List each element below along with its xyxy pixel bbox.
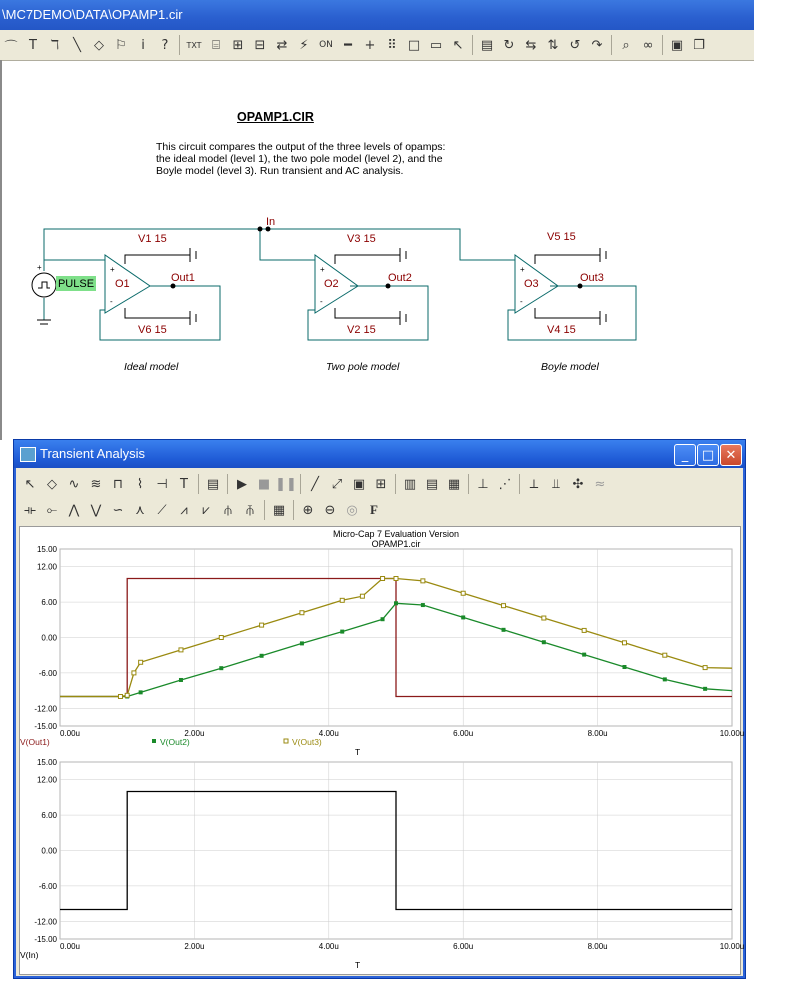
opamp-2-label: O2 [324, 278, 339, 290]
cursor-left-icon[interactable]: ⟂ [529, 476, 539, 492]
properties-icon[interactable]: ▤ [206, 476, 220, 492]
fine-grid-icon[interactable]: ▦ [447, 476, 461, 492]
x-tick-label: 0.00u [59, 942, 81, 951]
data-point-marker [502, 628, 506, 632]
data-point-marker [381, 577, 385, 581]
text-mode-icon[interactable]: TXT [186, 40, 202, 50]
svg-text:+: + [320, 265, 325, 274]
minimize-button[interactable]: _ [674, 444, 696, 466]
toolbar-separator [611, 35, 612, 55]
chart-title: Micro-Cap 7 Evaluation Version [332, 529, 460, 539]
step-back-icon[interactable]: ↺ [569, 37, 581, 53]
y-tick-label: 12.00 [36, 775, 57, 785]
plus-icon[interactable]: + [364, 37, 376, 53]
x-tick-label: 10.00u [719, 942, 745, 951]
cursor-mode-icon[interactable]: ✣ [572, 476, 584, 492]
data-point-marker [703, 666, 707, 670]
pulse-source-label[interactable]: PULSE [57, 277, 95, 290]
y-tick-label: -6.00 [38, 668, 57, 678]
run-icon[interactable]: ▶ [237, 476, 247, 492]
on-off-icon[interactable]: ON [319, 40, 333, 50]
frame-icon[interactable]: ▣ [352, 476, 366, 492]
legend-marker [152, 739, 156, 743]
horizontal-tag-icon[interactable]: ⊣ [156, 476, 168, 492]
x-tick-label: 6.00u [453, 942, 474, 951]
select-cursor-icon[interactable]: ↖ [24, 476, 36, 492]
svg-text:+: + [520, 265, 525, 274]
auto-scale-icon[interactable]: ⤢ [331, 476, 343, 492]
main-window-title: \MC7DEMO\DATA\OPAMP1.cir [2, 7, 183, 22]
smooth-icon[interactable]: ≈ [594, 476, 606, 492]
caption-two-pole-model: Two pole model [326, 361, 400, 373]
toolbar-separator [472, 35, 473, 55]
data-point-marker [139, 690, 143, 694]
stop-icon[interactable]: ■ [257, 476, 271, 492]
wire-in-stage2 [260, 229, 315, 260]
pause-icon[interactable]: ❚❚ [275, 476, 297, 492]
schematic-description: This circuit compares the output of the three levels of opamps: the ideal model (level 1), the two pole model (level 2), and the Boyle model (level 3). Run transient and AC analysis. [156, 141, 446, 177]
transient-analysis-window[interactable] [13, 439, 746, 979]
toolbar-separator [293, 500, 294, 520]
wire-icon[interactable]: ℸ [50, 37, 60, 53]
data-point-marker [340, 598, 344, 602]
y-tick-label: -12.00 [34, 917, 57, 927]
caption-ideal-model: Ideal model [124, 361, 179, 373]
cursor-icon[interactable]: ↖ [452, 37, 464, 53]
data-point-marker [179, 678, 183, 682]
baseline-icon[interactable]: ⊥ [477, 476, 489, 492]
window-app-icon [20, 447, 36, 462]
node-in-label: In [266, 216, 276, 228]
bus-icon[interactable]: ◇ [94, 37, 104, 53]
pulse-source-symbol [32, 273, 56, 297]
toolbar-separator [300, 474, 301, 494]
x-tick-label: 0.00u [59, 729, 81, 738]
data-point-marker [703, 687, 707, 691]
title-block-icon[interactable]: ▭ [429, 37, 443, 53]
y-tick-label: 6.00 [41, 598, 57, 608]
x-tick-label: 4.00u [318, 729, 339, 738]
zoom-out-icon[interactable]: ⊖ [324, 502, 336, 518]
data-point-marker [622, 665, 626, 669]
data-point-marker [118, 695, 122, 699]
x-axis-label: T [355, 747, 361, 757]
component-icon[interactable]: ▣ [670, 37, 684, 53]
toolbar-separator [662, 35, 663, 55]
power-icon[interactable]: ⚡ [299, 37, 309, 53]
right-gutter [754, 0, 800, 991]
x-tick-label: 2.00u [184, 729, 205, 738]
data-point-marker [582, 628, 586, 632]
svg-text:-: - [520, 297, 523, 306]
data-point-marker [542, 640, 546, 644]
transient-window-title: Transient Analysis [40, 446, 146, 461]
y-tick-label: 12.00 [36, 562, 57, 572]
binoculars-icon[interactable]: ∞ [642, 37, 654, 53]
low-icon[interactable]: ⋁ [90, 502, 102, 518]
waveform-icon[interactable]: ∿ [68, 476, 80, 492]
legend-entry: V(Out1) [20, 737, 50, 747]
bottom-icon[interactable]: ⩘ [180, 502, 188, 518]
data-point-marker [300, 611, 304, 615]
shape-icon[interactable]: ◇ [47, 476, 57, 492]
node-number-icon[interactable]: ⊞ [232, 37, 244, 53]
border-icon[interactable]: □ [407, 37, 421, 53]
x-tick-label: 8.00u [587, 729, 608, 738]
data-point-marker [663, 653, 667, 657]
data-point-marker [394, 577, 398, 581]
info-icon[interactable]: i [141, 37, 145, 53]
grid-icon[interactable]: ⠿ [387, 37, 397, 53]
point-tag-icon[interactable]: ⌇ [136, 476, 144, 492]
find-icon[interactable]: ⌕ [622, 37, 630, 53]
toolbar-separator [519, 474, 520, 494]
data-point-marker [421, 603, 425, 607]
svg-text:+: + [37, 263, 42, 272]
y-tick-label: 6.00 [41, 811, 57, 821]
y-tick-label: 0.00 [41, 846, 57, 856]
rotate-icon[interactable]: ↻ [503, 37, 515, 53]
line-icon[interactable]: ╱ [311, 476, 319, 492]
data-point-marker [179, 648, 183, 652]
y-tick-label: 0.00 [41, 633, 57, 643]
waveform-plots[interactable] [20, 527, 745, 974]
data-point-marker [132, 671, 136, 675]
scatter-icon[interactable]: ⋰ [498, 476, 512, 492]
toolbar-separator [264, 500, 265, 520]
y-tick-label: -6.00 [38, 881, 57, 891]
opamp-1-label: O1 [115, 278, 130, 290]
analysis-toolbar-1 [19, 472, 611, 496]
data-point-marker [663, 677, 667, 681]
supply-v1-label: V1 15 [138, 233, 167, 245]
maximize-button[interactable]: □ [697, 444, 719, 466]
chart-subtitle: OPAMP1.cir [371, 539, 421, 549]
data-point-marker [139, 660, 143, 664]
global-high-icon[interactable]: ⋏ [135, 502, 145, 518]
data-point-marker [421, 579, 425, 583]
properties-icon[interactable]: ▤ [480, 37, 494, 53]
x-axis-label: T [355, 960, 361, 970]
y-tick-label: -15.00 [34, 722, 57, 731]
legend-entry: V(In) [20, 950, 39, 960]
x-tick-label: 8.00u [587, 942, 608, 951]
slope-icon[interactable]: ⟋ [157, 502, 167, 518]
font-icon[interactable]: F [370, 502, 378, 517]
x-tick-label: 10.00u [719, 729, 745, 738]
toolbar-separator [198, 474, 199, 494]
text-tool-icon[interactable]: T [180, 476, 188, 492]
data-point-marker [260, 654, 264, 658]
global-low-icon[interactable]: ⫛ [224, 502, 232, 518]
top-icon[interactable]: ⩗ [202, 502, 210, 518]
legend-marker [284, 739, 288, 743]
mirror-icon[interactable]: ⇅ [547, 37, 559, 53]
data-point-marker [622, 641, 626, 645]
grid-toggle-icon[interactable]: ⊞ [375, 476, 387, 492]
step-icon[interactable]: ↷ [591, 37, 603, 53]
supply-v5-label: V5 15 [547, 231, 576, 243]
horizontal-grid-icon[interactable]: ▤ [425, 476, 439, 492]
y-tick-label: 15.00 [36, 545, 57, 554]
diagonal-wire-icon[interactable]: ╲ [73, 37, 81, 53]
help-icon[interactable]: ? [161, 37, 169, 53]
svg-text:-: - [320, 297, 323, 306]
main-toolbar [0, 30, 754, 61]
out1-label: Out1 [171, 272, 195, 284]
current-icon[interactable]: ⇄ [276, 37, 288, 53]
x-tick-label: 2.00u [184, 942, 205, 951]
toolbar-separator [179, 35, 180, 55]
svg-text:+: + [110, 265, 115, 274]
plot-area[interactable] [19, 526, 745, 975]
data-point-marker [502, 604, 506, 608]
y-tick-label: 15.00 [36, 758, 57, 767]
high-icon[interactable]: ⋀ [68, 502, 80, 518]
stack-icon[interactable]: ❐ [693, 37, 705, 53]
data-point-marker [219, 636, 223, 640]
table-icon[interactable]: ▦ [272, 502, 286, 518]
vertical-grid-icon[interactable]: ▥ [403, 476, 417, 492]
text-icon[interactable]: T [29, 37, 37, 53]
flip-icon[interactable]: ⇆ [525, 37, 537, 53]
toolbar-separator [468, 474, 469, 494]
data-point-marker [125, 693, 129, 697]
data-point-marker [340, 630, 344, 634]
valley-icon[interactable]: ⟜ [46, 502, 58, 518]
flag-icon[interactable]: ⚐ [115, 37, 127, 53]
x-tick-label: 6.00u [453, 729, 474, 738]
peak-icon[interactable]: ⟛ [24, 502, 36, 518]
data-point-marker [360, 594, 364, 598]
opamp-3-label: O3 [524, 278, 539, 290]
x-tick-label: 4.00u [318, 942, 339, 951]
cursor-right-icon[interactable]: ⫫ [552, 476, 560, 492]
scale-icon[interactable]: ≋ [90, 476, 102, 492]
analysis-toolbar-2 [19, 498, 385, 522]
data-point-marker [542, 616, 546, 620]
data-point-marker [461, 615, 465, 619]
minus-icon[interactable]: ━ [344, 37, 352, 53]
data-point-marker [260, 623, 264, 627]
toolbar-separator [227, 474, 228, 494]
data-point-marker [394, 601, 398, 605]
data-point-marker [219, 666, 223, 670]
data-point-marker [300, 641, 304, 645]
transient-window-title-bar[interactable] [14, 440, 745, 468]
y-tick-label: -15.00 [34, 935, 57, 944]
data-point-marker [582, 653, 586, 657]
supply-v3-label: V3 15 [347, 233, 376, 245]
main-window-title-bar[interactable] [0, 0, 756, 30]
supply-v6-label: V6 15 [138, 324, 167, 336]
close-button[interactable]: ✕ [720, 444, 742, 466]
supply-v2-label: V2 15 [347, 324, 376, 336]
caption-boyle-model: Boyle model [541, 361, 599, 373]
legend-entry: V(Out2) [160, 737, 190, 747]
attribute-icon[interactable]: ⌸ [212, 37, 220, 53]
toolbar-separator [395, 474, 396, 494]
next-point-icon[interactable]: ⫚ [246, 502, 254, 518]
y-tick-label: -12.00 [34, 704, 57, 714]
schematic-title: OPAMP1.CIR [237, 110, 314, 124]
supply-v4-label: V4 15 [547, 324, 576, 336]
out2-label: Out2 [388, 272, 412, 284]
animate-icon[interactable]: ◎ [346, 502, 358, 518]
undo-icon[interactable]: ⌒ [4, 39, 18, 55]
data-point-marker [381, 617, 385, 621]
legend-entry: V(Out3) [292, 737, 322, 747]
tag-icon[interactable]: ⊓ [112, 476, 124, 492]
out3-label: Out3 [580, 272, 604, 284]
data-point-marker [461, 591, 465, 595]
inflection-icon[interactable]: ∽ [112, 502, 124, 518]
svg-text:-: - [110, 297, 113, 306]
zoom-in-icon[interactable]: ⊕ [302, 502, 314, 518]
pin-icon[interactable]: ⊟ [254, 37, 266, 53]
